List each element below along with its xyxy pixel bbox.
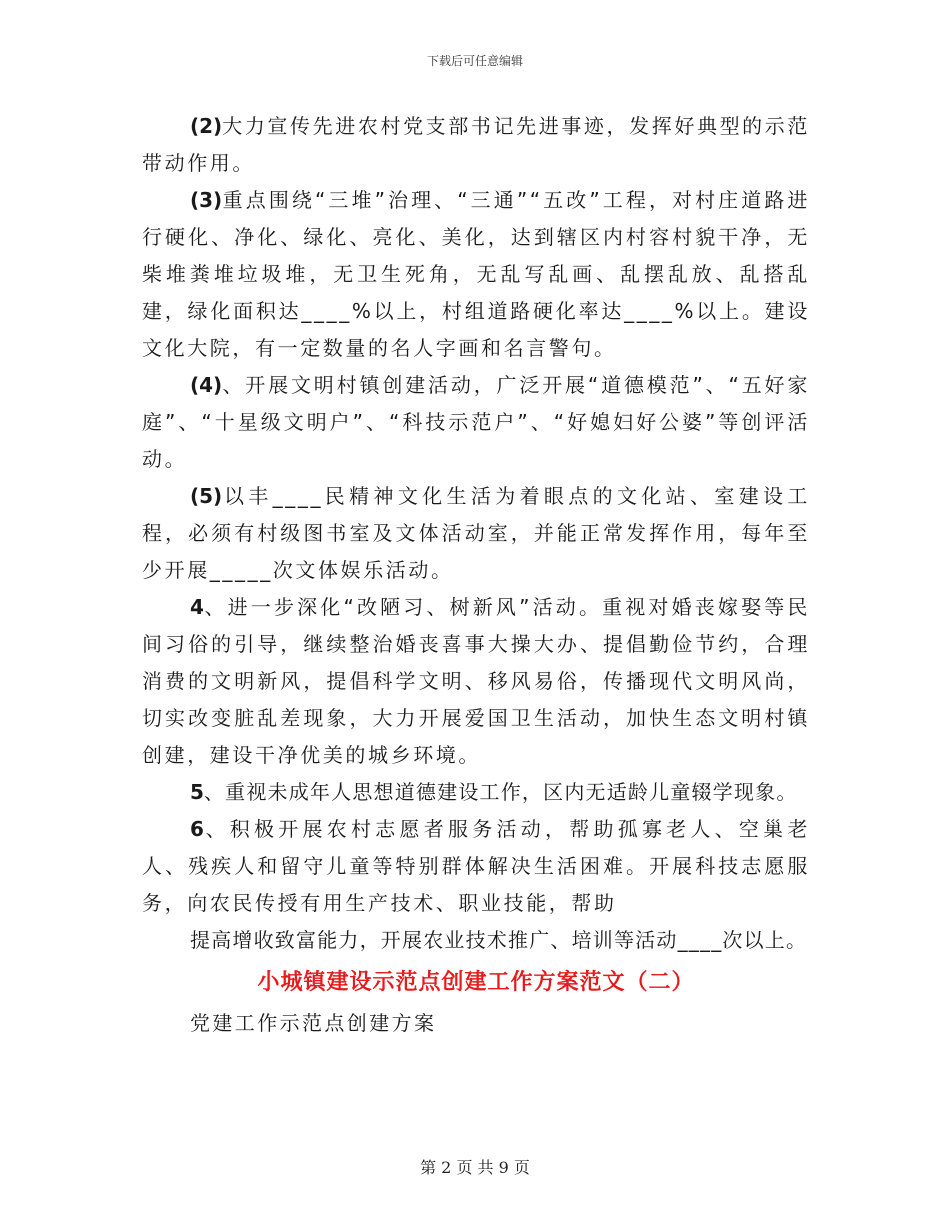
paragraph-number: (2) <box>190 114 223 138</box>
section-subtitle: 党建工作示范点创建方案 <box>190 1011 437 1035</box>
item-text: 、进一步深化“改陋习、树新风”活动。重视对婚丧嫁娶等民间习俗的引导，继续整治婚丧喜事大操大办、提倡勤俭节约，合理消费的文明新风，提倡科学文明、移风易俗，传播现代文明风尚，切实改变脏乱差现象，大力开展爱国卫生活动，加快生态文明村镇创建，建设干净优美的城乡环境。 <box>142 595 810 767</box>
paragraph-2 <box>142 108 810 182</box>
item-number: 5 <box>190 780 204 804</box>
paragraph-text: 重点围绕“三堆”治理、“三通”“五改”工程，对村庄道路进行硬化、净化、绿化、亮化、美化，达到辖区内村容村貌干净，无柴堆粪堆垃圾堆，无卫生死角，无乱写乱画、乱摆乱放、乱搭乱建，绿化面积达____%以上，村组道路硬化率达____%以上。建设文化大院，有一定数量的名人字画和名言警句。 <box>142 188 810 360</box>
document-body <box>142 108 810 1042</box>
paragraph-number: (5) <box>190 484 223 508</box>
paragraph-text: 以丰____民精神文化生活为着眼点的文化站、室建设工程，必须有村级图书室及文体活动室，并能正常发挥作用，每年至少开展_____次文体娱乐活动。 <box>142 484 810 582</box>
item-4 <box>142 589 810 774</box>
page-number-footer: 第 2 页 共 9 页 <box>420 1158 530 1177</box>
paragraph-text: 大力宣传先进农村党支部书记先进事迹，发挥好典型的示范带动作用。 <box>142 114 810 175</box>
item-6-continued <box>142 922 810 959</box>
paragraph-4 <box>142 367 810 478</box>
paragraph-number: (4) <box>190 373 223 397</box>
item-6 <box>142 811 810 922</box>
paragraph-5 <box>142 478 810 589</box>
item-text: 、积极开展农村志愿者服务活动，帮助孤寡老人、空巢老人、残疾人和留守儿童等特别群体解决生活困难。开展科技志愿服务，向农民传授有用生产技术、职业技能，帮助 <box>142 817 810 915</box>
paragraph-number: (3) <box>190 188 223 212</box>
item-number: 4 <box>190 595 204 619</box>
item-5 <box>142 774 810 811</box>
paragraph-3 <box>142 182 810 367</box>
item-text: 提高增收致富能力，开展农业技术推广、培训等活动____次以上。 <box>190 928 808 952</box>
item-text: 、重视未成年人思想道德建设工作，区内无适龄儿童辍学现象。 <box>203 780 798 804</box>
item-number: 6 <box>190 817 204 841</box>
section-title: 小城镇建设示范点创建工作方案范文（二） <box>257 970 695 995</box>
paragraph-text: 、开展文明村镇创建活动，广泛开展“道德模范”、“五好家庭”、“十星级文明户”、“科技示范户”、“好媳妇好公婆”等创评活动。 <box>142 373 810 471</box>
page-header-note: 下载后可任意编辑 <box>426 54 523 68</box>
